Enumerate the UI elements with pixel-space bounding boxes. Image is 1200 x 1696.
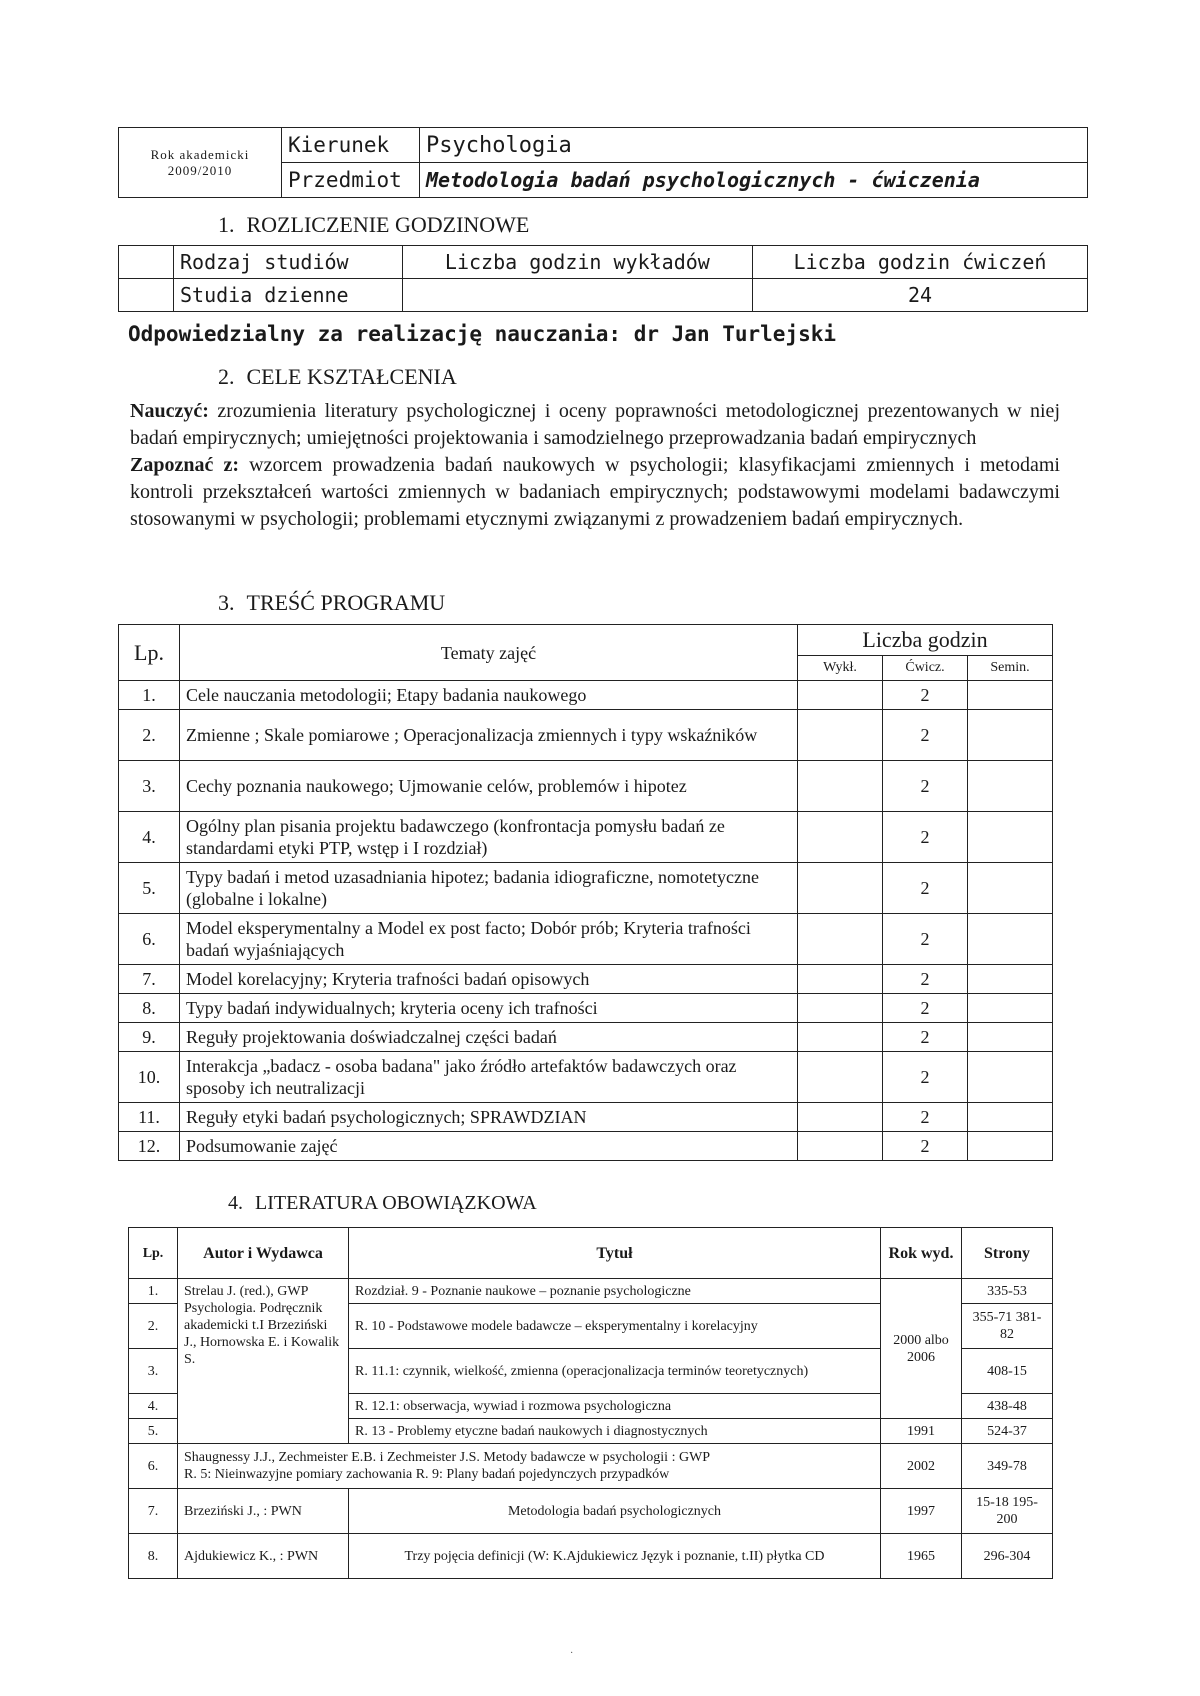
lit-row-title: Rozdział. 9 - Poznanie naukowe – poznanie psychologiczne <box>349 1279 881 1304</box>
lit-year-block: 2000 albo 2006 <box>881 1279 962 1419</box>
program-row-lp: 9. <box>119 1023 180 1052</box>
lit-row-title: Trzy pojęcia definicji (W: K.Ajdukiewicz Język i poznanie, t.II) płytka CD <box>349 1534 881 1579</box>
field-label: Kierunek <box>282 128 420 163</box>
program-row-lect <box>798 681 883 710</box>
program-col-topics: Tematy zajęć <box>180 625 798 681</box>
program-row <box>119 1052 1053 1103</box>
lit-row-lp: 6. <box>129 1444 178 1489</box>
program-row-sem <box>968 863 1053 914</box>
goal-teach-label: Nauczyć: <box>130 400 209 422</box>
program-row-topic: Ogólny plan pisania projektu badawczego (konfrontacja pomysłu badań ze standardami etyki PTP, wstęp i I rozdział) <box>180 812 798 863</box>
lit-row-lp: 4. <box>129 1394 178 1419</box>
program-row-exer: 2 <box>883 710 968 761</box>
program-table <box>118 624 1053 1161</box>
lit-row-pages: 349-78 <box>962 1444 1053 1489</box>
lit-row-year: 1991 <box>881 1419 962 1444</box>
program-row-lect <box>798 1132 883 1161</box>
program-row <box>119 1103 1053 1132</box>
program-row-exer: 2 <box>883 1132 968 1161</box>
program-row-lect <box>798 812 883 863</box>
lit-col-title: Tytuł <box>349 1228 881 1279</box>
lit-row-pages: 335-53 <box>962 1279 1053 1304</box>
program-row-lp: 3. <box>119 761 180 812</box>
lit-row-title: R. 12.1: obserwacja, wywiad i rozmowa psychologiczna <box>349 1394 881 1419</box>
lit-row-pages: 296-304 <box>962 1534 1053 1579</box>
lit-row6-line2: R. 5: Nieinwazyjne pomiary zachowania R. 9: Plany badań pojedynczych przypadków <box>184 1467 670 1482</box>
section1-title: ROZLICZENIE GODZINOWE <box>246 212 530 237</box>
program-row-lect <box>798 965 883 994</box>
program-row-exer: 2 <box>883 1052 968 1103</box>
program-row <box>119 863 1053 914</box>
lit-col-year: Rok wyd. <box>881 1228 962 1279</box>
program-row-lect <box>798 994 883 1023</box>
program-row-lp: 11. <box>119 1103 180 1132</box>
program-row-sem <box>968 1103 1053 1132</box>
section3-heading <box>218 590 445 616</box>
program-row-exer: 2 <box>883 914 968 965</box>
subject-value: Metodologia badań psychologicznych - ćwiczenia <box>420 163 1088 198</box>
lit-row-lp: 8. <box>129 1534 178 1579</box>
program-col-hours: Liczba godzin <box>798 625 1053 656</box>
hours-col-lectures: Liczba godzin wykładów <box>402 246 752 279</box>
hours-row-type: Studia dzienne <box>174 279 403 312</box>
program-rows <box>119 681 1053 1161</box>
program-row-sem <box>968 1132 1053 1161</box>
program-row-exer: 2 <box>883 994 968 1023</box>
lit-row-pages: 438-48 <box>962 1394 1053 1419</box>
program-row-lect <box>798 1023 883 1052</box>
lit-row6-line1: Shaugnessy J.J., Zechmeister E.B. i Zechmeister J.S. Metody badawcze w psychologii : GWP <box>184 1450 711 1465</box>
program-row <box>119 994 1053 1023</box>
section2-title: CELE KSZTAŁCENIA <box>246 364 457 389</box>
hours-col-type: Rodzaj studiów <box>174 246 403 279</box>
program-row-lect <box>798 914 883 965</box>
lit-col-lp: Lp. <box>129 1228 178 1279</box>
section2-heading <box>218 364 457 390</box>
program-row-sem <box>968 965 1053 994</box>
program-row-sem <box>968 1052 1053 1103</box>
lit-row6-text <box>178 1444 881 1489</box>
program-row <box>119 1023 1053 1052</box>
program-row-lp: 6. <box>119 914 180 965</box>
program-row-topic: Model eksperymentalny a Model ex post facto; Dobór prób; Kryteria trafności badań wyjaśniających <box>180 914 798 965</box>
program-row-sem <box>968 681 1053 710</box>
program-row-exer: 2 <box>883 812 968 863</box>
lit-col-pages: Strony <box>962 1228 1053 1279</box>
program-row-topic: Model korelacyjny; Kryteria trafności badań opisowych <box>180 965 798 994</box>
page-mark: · <box>570 1648 574 1659</box>
program-row-lect <box>798 863 883 914</box>
program-row-sem <box>968 994 1053 1023</box>
goal-familiarize-text: wzorcem prowadzenia badań naukowych w psychologii; klasyfikacjami zmiennych i metodami kontroli przekształceń wartości zmiennych w badaniach empirycznych; podstawowymi modelami badawczymi stosowanymi w psychologii; problemami etycznymi związanymi z prowadzeniem badań empirycznych. <box>130 454 1060 530</box>
program-row-lect <box>798 1103 883 1132</box>
academic-year: 2009/2010 <box>167 162 233 178</box>
section3-number: 3. <box>218 590 235 615</box>
program-row <box>119 965 1053 994</box>
lit-row-lp: 2. <box>129 1304 178 1349</box>
program-row-topic: Cechy poznania naukowego; Ujmowanie celów, problemów i hipotez <box>180 761 798 812</box>
hours-col-exercises: Liczba godzin ćwiczeń <box>752 246 1087 279</box>
program-row-lect <box>798 761 883 812</box>
field-value: Psychologia <box>420 128 1088 163</box>
hours-row-lectures <box>402 279 752 312</box>
section4-heading <box>228 1192 537 1215</box>
program-row-topic: Typy badań indywidualnych; kryteria oceny ich trafności <box>180 994 798 1023</box>
program-row <box>119 761 1053 812</box>
lit-row-title: R. 10 - Podstawowe modele badawcze – eksperymentalny i korelacyjny <box>349 1304 881 1349</box>
course-header-table <box>118 127 1088 198</box>
academic-year-label: Rok akademicki <box>150 146 250 162</box>
program-row <box>119 914 1053 965</box>
goal-teach-text: zrozumienia literatury psychologicznej i oceny poprawności metodologicznej prezentowanych w niej badań empirycznych; umiejętności projektowania i samodzielnego przeprowadzania badań empirycznych <box>130 400 1060 449</box>
program-col-lect: Wykł. <box>798 656 883 681</box>
subject-label: Przedmiot <box>282 163 420 198</box>
program-row-exer: 2 <box>883 761 968 812</box>
program-col-sem: Semin. <box>968 656 1053 681</box>
section4-title: LITERATURA OBOWIĄZKOWA <box>255 1192 537 1214</box>
lit-row-author: Ajdukiewicz K., : PWN <box>178 1534 349 1579</box>
program-row-lect <box>798 710 883 761</box>
section3-title: TREŚĆ PROGRAMU <box>246 590 446 615</box>
program-row <box>119 812 1053 863</box>
program-row-exer: 2 <box>883 863 968 914</box>
hours-blank-cell <box>119 246 174 279</box>
program-row-sem <box>968 1023 1053 1052</box>
section2-number: 2. <box>218 364 235 389</box>
lit-row-pages: 524-37 <box>962 1419 1053 1444</box>
program-row-lp: 7. <box>119 965 180 994</box>
lit-row-lp: 5. <box>129 1419 178 1444</box>
program-row-sem <box>968 761 1053 812</box>
program-row-topic: Zmienne ; Skale pomiarowe ; Operacjonalizacja zmiennych i typy wskaźników <box>180 710 798 761</box>
program-row-topic: Interakcja „badacz - osoba badana" jako źródło artefaktów badawczych oraz sposoby ich neutralizacji <box>180 1052 798 1103</box>
program-row <box>119 710 1053 761</box>
lit-row-title: Metodologia badań psychologicznych <box>349 1489 881 1534</box>
program-row-lp: 4. <box>119 812 180 863</box>
program-row-lp: 2. <box>119 710 180 761</box>
lit-row-pages: 355-71 381-82 <box>962 1304 1053 1349</box>
program-row-exer: 2 <box>883 965 968 994</box>
program-col-lp: Lp. <box>119 625 180 681</box>
program-row <box>119 681 1053 710</box>
section4-number: 4. <box>228 1192 243 1214</box>
hours-table <box>118 245 1088 312</box>
program-row-sem <box>968 710 1053 761</box>
program-row-lp: 5. <box>119 863 180 914</box>
academic-year-cell <box>119 128 282 198</box>
program-row-lp: 1. <box>119 681 180 710</box>
lit-row-year: 1965 <box>881 1534 962 1579</box>
lit-row-pages: 15-18 195-200 <box>962 1489 1053 1534</box>
program-row-exer: 2 <box>883 681 968 710</box>
lit-col-author: Autor i Wydawca <box>178 1228 349 1279</box>
lit-row-title: R. 11.1: czynnik, wielkość, zmienna (operacjonalizacja terminów teoretycznych) <box>349 1349 881 1394</box>
program-col-exer: Ćwicz. <box>883 656 968 681</box>
program-row-exer: 2 <box>883 1023 968 1052</box>
lit-author-block: Strelau J. (red.), GWP Psychologia. Podręcznik akademicki t.I Brzeziński J., Hornowska E. i Kowalik S. <box>178 1279 349 1444</box>
program-row-topic: Cele nauczania metodologii; Etapy badania naukowego <box>180 681 798 710</box>
goal-familiarize <box>130 452 1060 533</box>
literature-table <box>128 1227 1053 1579</box>
program-row-topic: Reguły projektowania doświadczalnej części badań <box>180 1023 798 1052</box>
lit-row-year: 1997 <box>881 1489 962 1534</box>
lit-row-title: R. 13 - Problemy etyczne badań naukowych i diagnostycznych <box>349 1419 881 1444</box>
program-row-lp: 10. <box>119 1052 180 1103</box>
program-row-sem <box>968 914 1053 965</box>
program-row-lp: 8. <box>119 994 180 1023</box>
hours-blank-cell <box>119 279 174 312</box>
program-row-lect <box>798 1052 883 1103</box>
program-row-exer: 2 <box>883 1103 968 1132</box>
program-row <box>119 1132 1053 1161</box>
goals-text <box>130 398 1060 533</box>
lit-row-author: Brzeziński J., : PWN <box>178 1489 349 1534</box>
responsible-person: Odpowiedzialny za realizację nauczania: dr Jan Turlejski <box>128 322 837 346</box>
goal-teach <box>130 398 1060 452</box>
goal-familiarize-label: Zapoznać z: <box>130 454 239 476</box>
program-row-topic: Typy badań i metod uzasadniania hipotez; badania idiograficzne, nomotetyczne (globalne i lokalne) <box>180 863 798 914</box>
program-row-sem <box>968 812 1053 863</box>
lit-row-year: 2002 <box>881 1444 962 1489</box>
program-row-lp: 12. <box>119 1132 180 1161</box>
section1-heading <box>218 212 529 238</box>
program-row-topic: Reguły etyki badań psychologicznych; SPRAWDZIAN <box>180 1103 798 1132</box>
lit-row-lp: 3. <box>129 1349 178 1394</box>
section1-number: 1. <box>218 212 235 237</box>
hours-row-exercises: 24 <box>752 279 1087 312</box>
lit-row-lp: 1. <box>129 1279 178 1304</box>
program-row-topic: Podsumowanie zajęć <box>180 1132 798 1161</box>
lit-row-lp: 7. <box>129 1489 178 1534</box>
lit-row-pages: 408-15 <box>962 1349 1053 1394</box>
